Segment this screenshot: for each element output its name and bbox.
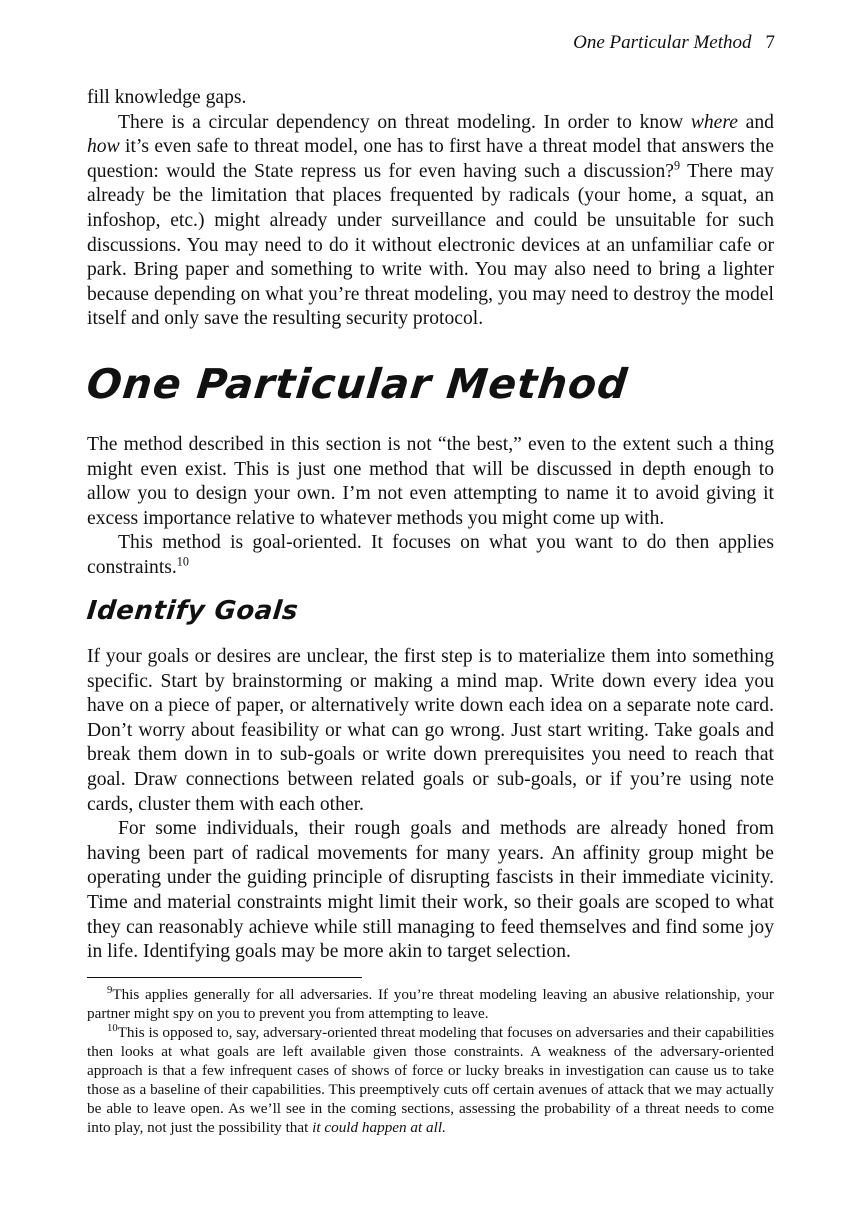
footnote-divider (87, 977, 362, 978)
running-header (573, 32, 775, 54)
footnotes (87, 985, 774, 1137)
subsection-block (87, 645, 774, 965)
subsection-paragraph-1: If your goals or desires are unclear, the first step is to materialize them into something specific. Start by brainstorming or making a mind map. Write down every idea you have on a piece of paper, or alternatively write down each idea on a separate note card. Don’t worry about feasibility or what can go wrong. Just start writing. Take goals and break them down in to sub-goals or write down prerequisites you need to reach that goal. Draw connections between related goals or sub-goals, or if you’re using note cards, cluster them with each other. (87, 646, 774, 815)
section-block (87, 433, 774, 581)
intro-text-c: it’s even safe to threat model, one has to first have a threat model that answers the question: would the State repress us for even having such a discussion? (87, 136, 774, 182)
section-p2-text: This method is goal-oriented. It focuses on what you want to do then applies constraints. (87, 532, 774, 578)
intro-text-a: There is a circular dependency on threat modeling. In order to know (118, 111, 691, 133)
intro-text-b: and (737, 111, 774, 133)
subsection-paragraph-2: For some individuals, their rough goals and methods are already honed from having been part of radical movements for many years. An affinity group might be operating under the guiding principle of disrupting fascists in their immediate vicinity. Time and material constraints might limit their work, so their goals are scoped to what they can reasonably achieve while still managing to feed themselves and find some joy in life. Identifying goals may be more akin to target selection. (87, 818, 774, 963)
footnote-ref-10[interactable]: 10 (176, 554, 189, 569)
section-heading: One Particular Method (84, 360, 631, 408)
running-title: One Particular Method (573, 32, 752, 53)
footnote-9 (87, 985, 774, 1023)
footnote-10-number: 10 (107, 1022, 118, 1034)
section-paragraph-1: The method described in this section is not “the best,” even to the extent such a thing might even exist. This is just one method that will be discussed in depth enough to allow you to design your own. I’m not even attempting to name it to avoid giving it excess importance relative to whatever methods you might come up with. (87, 434, 774, 529)
footnote-10 (87, 1023, 774, 1137)
intro-em-how: how (87, 136, 120, 158)
subsection-heading: Identify Goals (85, 596, 300, 626)
section-paragraph-2 (87, 531, 774, 580)
footnote-10-emphasis: it could happen at all. (312, 1119, 446, 1136)
intro-block (87, 86, 774, 332)
intro-em-where: where (690, 111, 738, 133)
footnote-10-text: This is opposed to, say, adversary-oriented threat modeling that focuses on adversaries and their capabilities then looks at what goals are left available given those constraints. A weakness of the adversary-oriented approach is that a few infrequent cases of shows of force or lucky breaks in investigation can cause us to take those as a baseline of their capabilities. This preemptively cuts off certain avenues of attack that we may actually be able to leave open. As we’ll see in the coming sections, assessing the probability of a threat needs to come into play, not just the possibility that (87, 1024, 774, 1136)
page-number: 7 (765, 32, 775, 53)
footnote-9-text: This applies generally for all adversaries. If you’re threat modeling leaving an abusive relationship, your partner might spy on you to prevent you from attempting to leave. (87, 986, 774, 1022)
footnote-9-number: 9 (107, 984, 113, 996)
intro-text-d: There may already be the limitation that places frequented by radicals (your home, a squat, an infoshop, etc.) might already under surveillance and could be unsuitable for such discussions. You may need to do it without electronic devices at an unfamiliar cafe or park. Bring paper and something to write with. You may also need to bring a lighter because depending on what you’re threat modeling, you may need to destroy the model itself and only save the resulting security protocol. (87, 160, 774, 330)
footnote-ref-9[interactable]: 9 (673, 158, 681, 173)
carry-over-line: fill knowledge gaps. (87, 87, 247, 108)
intro-paragraph (87, 111, 774, 332)
